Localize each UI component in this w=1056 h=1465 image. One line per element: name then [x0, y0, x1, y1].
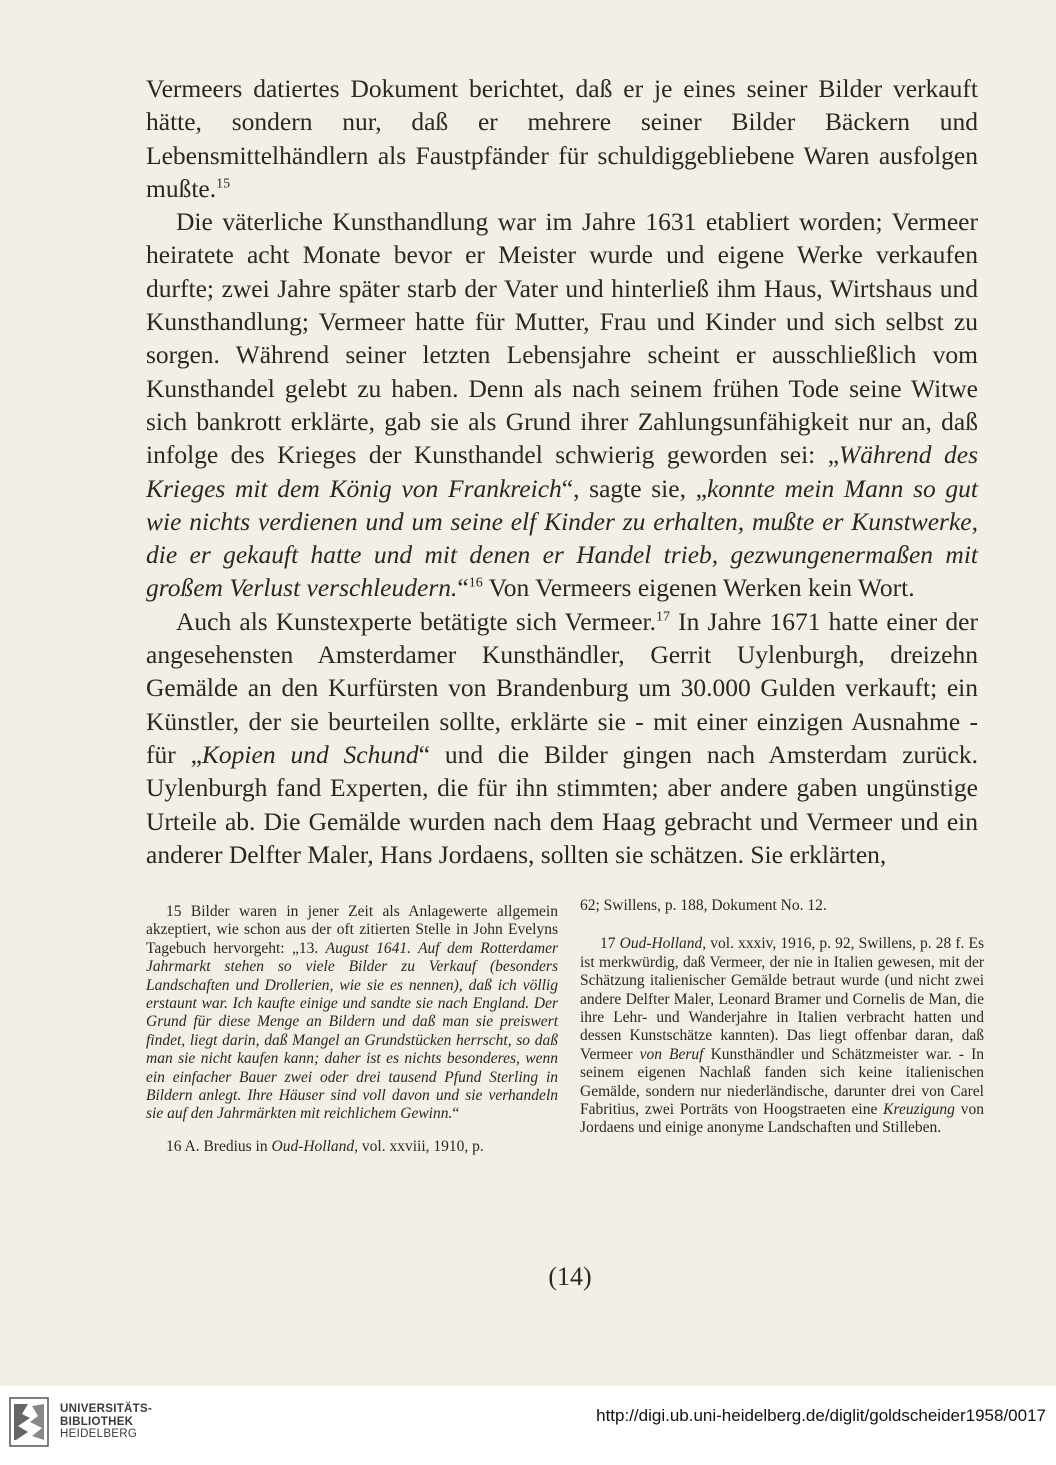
quote-3: Kopien und Schund: [201, 739, 419, 769]
paragraph-3: Auch als Kunstexperte betätigte sich Vermeer.$^{17}$ In Jahre 1671 hatte einer der angesehensten Amsterdamer Kunsthändler, Gerrit Uylenburgh, dreizehn Gemälde an den Kurfürsten von Brandenburg um 30.000 Gulden verkauft; ein Künstler, der sie beurteilen sollte, erklärte sie - mit einer einzigen Ausnahme - für „Kopien und Schund“ und die Bilder gingen nach Amsterdam zurück. Uylenburgh fand Experten, die für ihn stimmten; aber andere gaben ungünstige Urteile ab. Die Gemälde wurden nach dem Haag gebracht und Vermeer und ein anderer Delfter Maler, Hans Jordaens, sollten sie schätzen. Sie erklärten,: [146, 606, 978, 869]
footnote-16-continued: 62; Swillens, p. 188, Dokument No. 12.: [580, 897, 827, 914]
footnote-ref-16: 16: [468, 575, 483, 591]
page-number: (14): [548, 1262, 592, 1291]
quote-1: Während des Krieges mit dem König von Frankreich: [146, 440, 978, 503]
library-name: UNIVERSITÄTS- BIBLIOTHEK HEIDELBERG: [60, 1403, 153, 1440]
footnote-16: 16 A. Bredius in Oud-Holland, vol. xxviii, 1910, p.: [166, 1137, 484, 1155]
footnote-15: 15 Bilder waren in jener Zeit als Anlagewerte allgemein akzeptiert, wie schon aus der oft zitierten Stelle in John Evelyns Tagebuch hervorgeht: „13. August 1641. Auf dem Rotterdamer Jahrmarkt stehen so viele Bilder zu Verkauf (besonders Landschaften und Drollerien, wie sie es nennen), daß ich völlig erstaunt war. Ich kaufte einige und sandte sie nach England. Der Grund für diese Menge an Bildern und daß man sie preiswert findet, liegt darin, daß Mangel an Grundstücken herrscht, so daß man sie nicht kaufen kann; daher ist es nichts besonderes, wenn ein einfacher Bauer zwei oder drei tausend Pfund Sterling in Bildern anlegt. Ihre Häuser sind voll davon und sie verhandeln sie auf den Jahrmärkten mit reichlichem Gewinn.“: [146, 903, 558, 1123]
source-url-link[interactable]: http://digi.ub.uni-heidelberg.de/diglit/goldscheider1958/0017: [596, 1406, 1046, 1425]
paragraph-1: Vermeers datiertes Dokument berichtet, daß er je eines seiner Bilder verkauft hätte, sondern nur, daß er mehrere seiner Bilder Bäckern und Lebensmittelhändlern als Faustpfänder für schuldiggebliebene Waren ausfolgen mußte.$^{15}$: [146, 74, 978, 203]
quote-2: konnte mein Mann so gut wie nichts verdienen und um seine elf Kinder zu erhalten, mußte er Kunstwerke, die er gekauft hatte und mit denen er Handel trieb, gezwungenermaßen mit großem Verlust verschleudern.: [146, 473, 979, 603]
footnotes-left-column: [146, 903, 558, 1156]
footnote-ref-15: 15: [216, 176, 231, 192]
paragraph-2: Die väterliche Kunsthandlung war im Jahre 1631 etabliert worden; Vermeer heiratete acht Monate bevor er Meister wurde und eigene Werke verkaufen durfte; zwei Jahre später starb der Vater und hinterließ ihm Haus, Wirtshaus und Kunsthandlung; Vermeer hatte für Mutter, Frau und Kinder und sich selbst zu sorgen. Während seiner letzten Lebensjahre scheint er ausschließlich vom Kunsthandel gelebt zu haben. Denn als nach seinem frühen Tode seine Witwe sich bankrott erklärte, gab sie als Grund ihrer Zahlungsunfähigkeit nur an, daß infolge des Krieges der Kunsthandel schwierig geworden sei: „Während des Krieges mit dem König von Frankreich“, sagte sie, „konnte mein Mann so gut wie nichts verdienen und um seine elf Kinder zu erhalten, mußte er Kunstwerke, die er gekauft hatte und mit denen er Handel trieb, gezwungenermaßen mit großem Verlust verschleudern.“$^{16}$ Von Vermeers eigenen Werken kein Wort.: [146, 207, 979, 603]
main-text: [146, 72, 978, 871]
footnotes-right-column: [580, 897, 984, 1138]
footnote-17: 17 Oud-Holland, vol. xxxiv, 1916, p. 92, Swillens, p. 28 f. Es ist merkwürdig, daß Vermeer, der nie in Italien gewesen, mit der Schätzung italienischer Gemälde betraut wurde (und nicht zwei andere Delfter Maler, Leonard Bramer und Cornelis de Man, die ihre Lehr- und Wanderjahre in Italien verbracht hatten und dessen Kunstschätze kannten). Das liegt offenbar daran, daß Vermeer von Beruf Kunsthändler und Schätzmeister war. - In seinem eigenen Nachlaß fanden sich keine italienischen Gemälde, sondern nur niederländische, darunter drei von Carel Fabritius, zwei Porträts von Hoogstraeten eine Kreuzigung von Jordaens und einige anonyme Landschaften und Stilleben.: [580, 935, 985, 1137]
university-library-logo-icon: [8, 1396, 50, 1448]
footer-bar: [0, 1386, 1056, 1465]
footnote-ref-17: 17: [655, 609, 670, 625]
